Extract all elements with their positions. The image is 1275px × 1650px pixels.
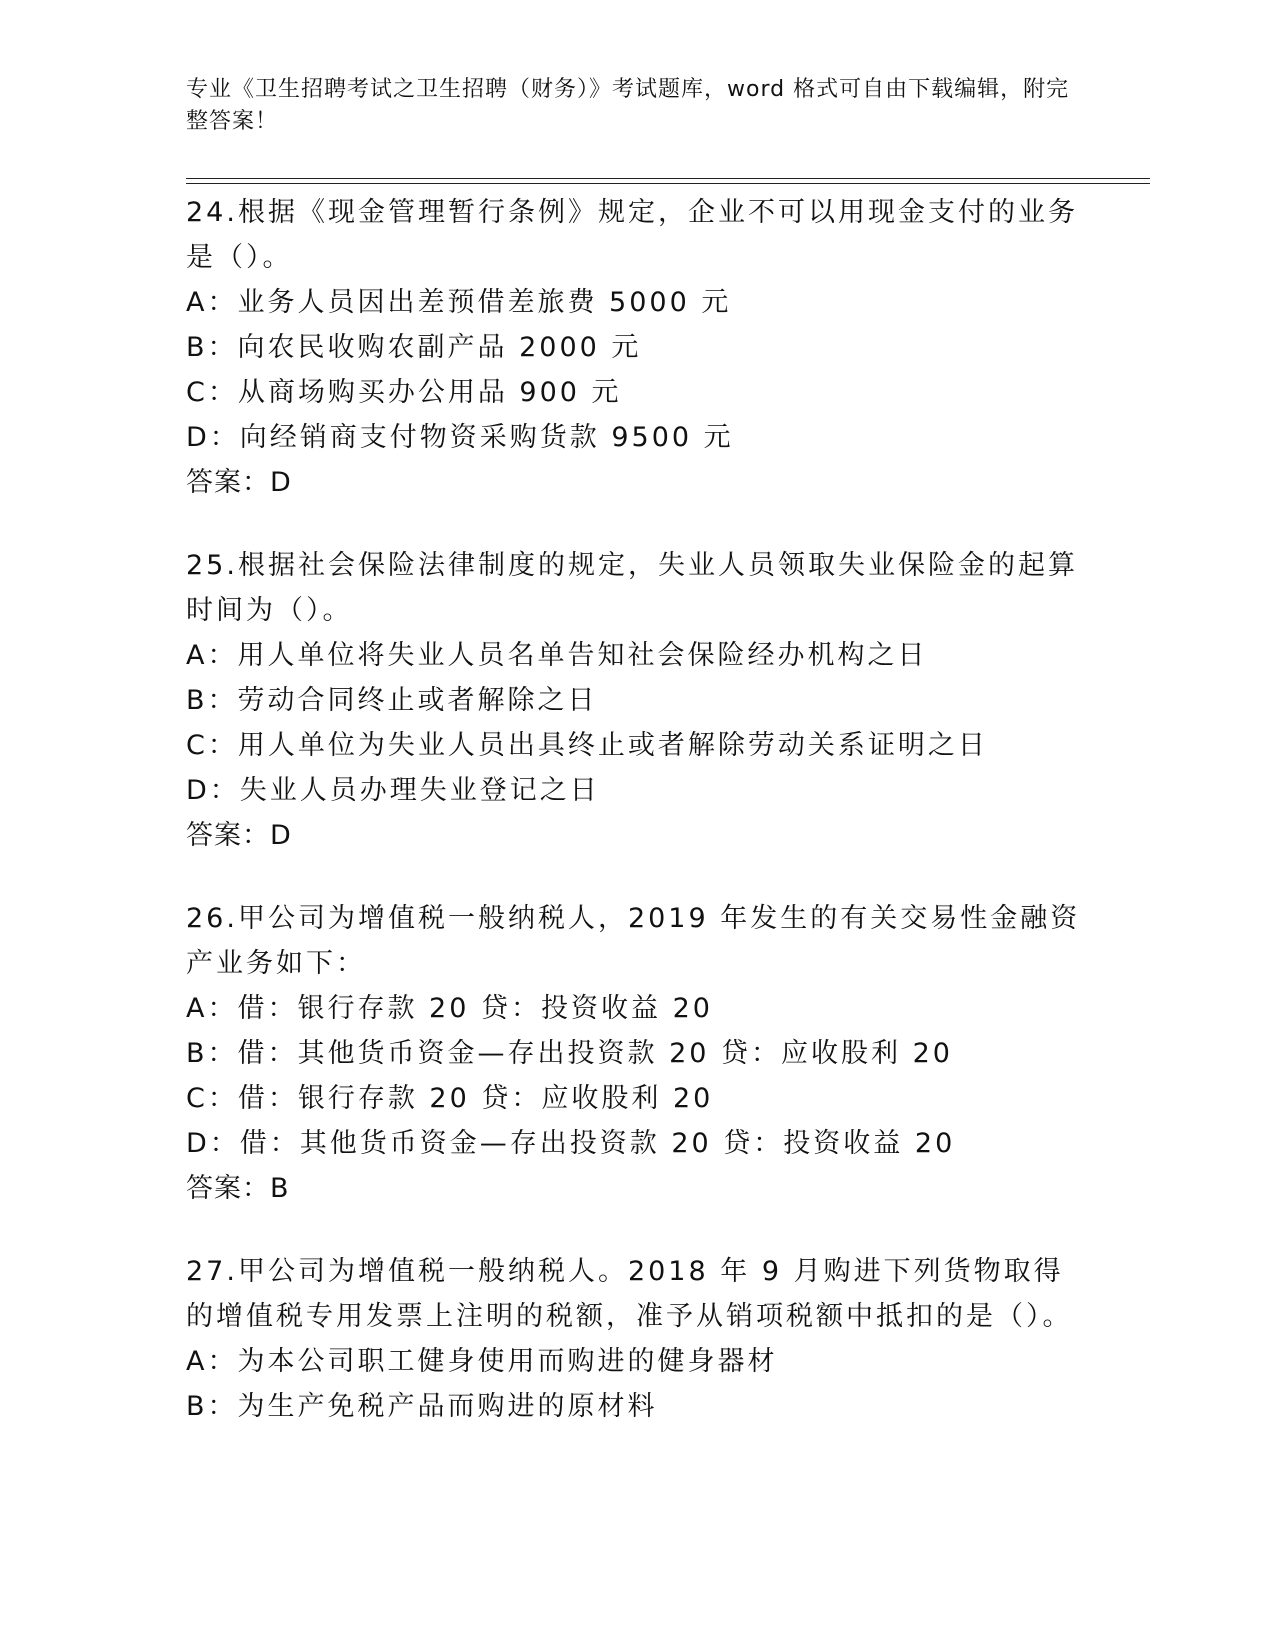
option-d: D：向经销商支付物资采购货款 9500 元 xyxy=(186,422,734,453)
option-c: C：用人单位为失业人员出具终止或者解除劳动关系证明之日 xyxy=(186,730,988,761)
question-list xyxy=(186,190,1086,1467)
option-b: B：劳动合同终止或者解除之日 xyxy=(186,685,598,716)
option-b: B：向农民收购农副产品 2000 元 xyxy=(186,332,642,363)
question-stem: 25.根据社会保险法律制度的规定，失业人员领取失业保险金的起算时间为（）。 xyxy=(186,550,1078,626)
option-d: D：借：其他货币资金—存出投资款 20 贷：投资收益 20 xyxy=(186,1128,956,1159)
option-a: A：用人单位将失业人员名单告知社会保险经办机构之日 xyxy=(186,640,928,671)
answer: 答案：D xyxy=(186,467,292,498)
question-26 xyxy=(186,896,1086,1211)
option-b: B：为生产免税产品而购进的原材料 xyxy=(186,1391,658,1422)
question-25 xyxy=(186,543,1086,858)
question-stem: 27.甲公司为增值税一般纳税人。2018 年 9 月购进下列货物取得的增值税专用发票上注明的税额，准予从销项税额中抵扣的是（）。 xyxy=(186,1256,1073,1332)
option-b: B：借：其他货币资金—存出投资款 20 贷：应收股利 20 xyxy=(186,1038,953,1069)
option-a: A：为本公司职工健身使用而购进的健身器材 xyxy=(186,1346,778,1377)
document-header: 专业《卫生招聘考试之卫生招聘（财务）》考试题库，word 格式可自由下载编辑，附完整答案！ xyxy=(186,77,1070,134)
option-a: A：借：银行存款 20 贷：投资收益 20 xyxy=(186,993,713,1024)
option-a: A：业务人员因出差预借差旅费 5000 元 xyxy=(186,287,732,318)
question-27 xyxy=(186,1249,1086,1429)
header-divider-top xyxy=(186,178,1150,179)
answer: 答案：D xyxy=(186,820,292,851)
option-c: C：借：银行存款 20 贷：应收股利 20 xyxy=(186,1083,714,1114)
answer: 答案：B xyxy=(186,1173,290,1204)
option-c: C：从商场购买办公用品 900 元 xyxy=(186,377,622,408)
header-divider-bottom xyxy=(186,183,1150,184)
question-24 xyxy=(186,190,1086,505)
question-stem: 24.根据《现金管理暂行条例》规定，企业不可以用现金支付的业务是（）。 xyxy=(186,197,1078,273)
option-d: D：失业人员办理失业登记之日 xyxy=(186,775,600,806)
question-stem: 26.甲公司为增值税一般纳税人，2019 年发生的有关交易性金融资产业务如下： xyxy=(186,903,1081,979)
